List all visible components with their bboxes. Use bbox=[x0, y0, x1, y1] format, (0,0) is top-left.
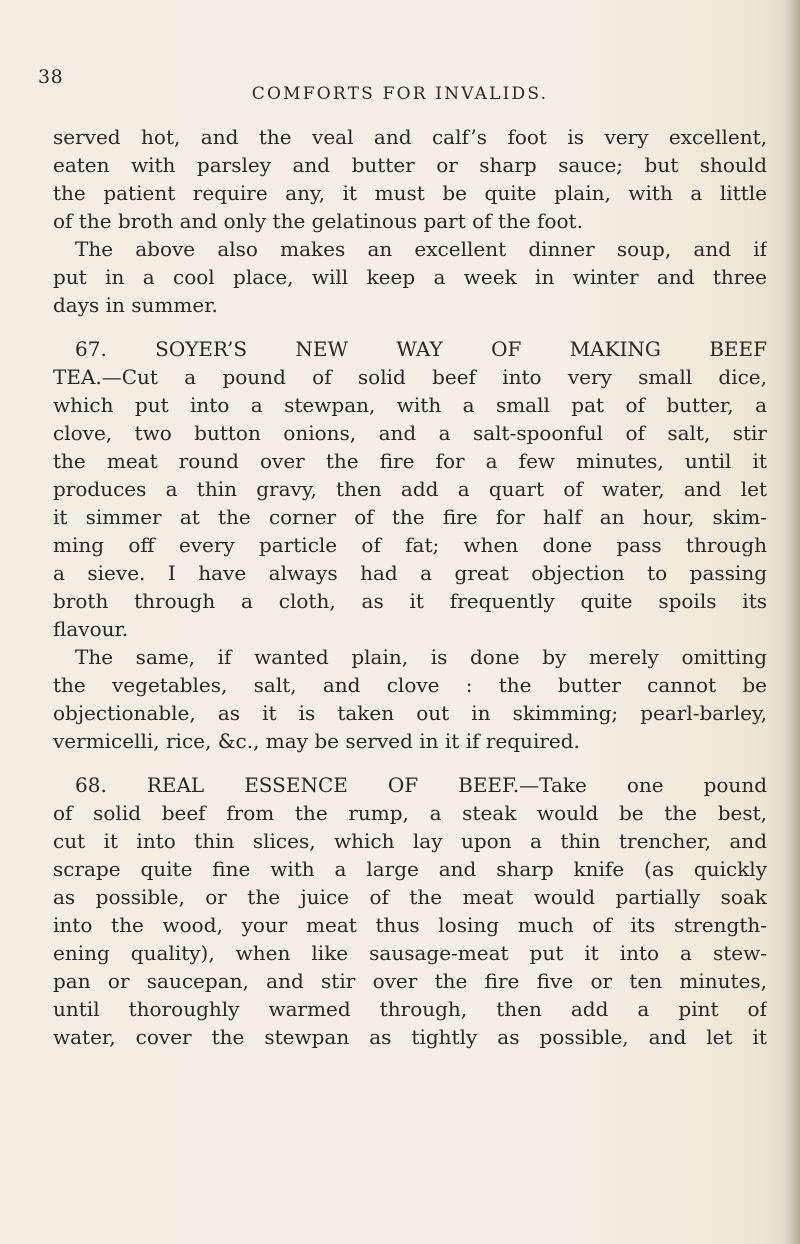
text-line: the patient require any, it must be quite plain, with a little bbox=[53, 181, 767, 205]
text-line: the meat round over the fire for a few minutes, until it bbox=[53, 449, 767, 473]
text-line: water, cover the stewpan as tightly as possible, and let it bbox=[53, 1025, 767, 1049]
page-edge-shadow bbox=[782, 0, 800, 1244]
text-line: of solid beef from the rump, a steak would be the best, bbox=[53, 801, 767, 825]
text-line: eaten with parsley and butter or sharp sauce; but should bbox=[53, 153, 767, 177]
text-line: the vegetables, salt, and clove : the butter cannot be bbox=[53, 673, 767, 697]
text-line: into the wood, your meat thus losing much of its strength- bbox=[53, 913, 767, 937]
text-line: cut it into thin slices, which lay upon a thin trencher, and bbox=[53, 829, 767, 853]
text-line: ening quality), when like sausage-meat put it into a stew- bbox=[53, 941, 767, 965]
text-line: scrape quite fine with a large and sharp knife (as quickly bbox=[53, 857, 767, 881]
text-line: until thoroughly warmed through, then add a pint of bbox=[53, 997, 767, 1021]
text-line: clove, two button onions, and a salt-spoonful of salt, stir bbox=[53, 421, 767, 445]
paragraph bbox=[53, 123, 767, 235]
recipe-heading-line: 68. REAL ESSENCE OF BEEF.—Take one pound bbox=[75, 773, 767, 797]
text-line: which put into a stewpan, with a small pat of butter, a bbox=[53, 393, 767, 417]
recipe-heading-line: 67. SOYER’S NEW WAY OF MAKING BEEF bbox=[75, 337, 767, 361]
text-line: ming off every particle of fat; when done pass through bbox=[53, 533, 767, 557]
text-line: TEA.—Cut a pound of solid beef into very small dice, bbox=[53, 365, 767, 389]
body-text bbox=[53, 123, 767, 1051]
text-line: produces a thin gravy, then add a quart of water, and let bbox=[53, 477, 767, 501]
running-head: COMFORTS FOR INVALIDS. bbox=[251, 84, 549, 104]
text-line: it simmer at the corner of the fire for half an hour, skim- bbox=[53, 505, 767, 529]
text-line: The above also makes an excellent dinner soup, and if bbox=[75, 237, 767, 261]
text-line: The same, if wanted plain, is done by merely omitting bbox=[75, 645, 767, 669]
paragraph bbox=[53, 235, 767, 319]
text-line: served hot, and the veal and calf’s foot is very excellent, bbox=[53, 125, 767, 149]
recipe-67 bbox=[53, 335, 767, 643]
text-line: a sieve. I have always had a great objection to passing bbox=[53, 561, 767, 585]
text-line: objectionable, as it is taken out in skimming; pearl-barley, bbox=[53, 701, 767, 725]
text-line: broth through a cloth, as it frequently quite spoils its bbox=[53, 589, 767, 613]
text-line: as possible, or the juice of the meat would partially soak bbox=[53, 885, 767, 909]
text-line: put in a cool place, will keep a week in winter and three bbox=[53, 265, 767, 289]
page-number: 38 bbox=[38, 66, 64, 88]
text-line: vermicelli, rice, &c., may be served in it if required. bbox=[53, 729, 580, 753]
recipe-68 bbox=[53, 771, 767, 1051]
text-line: pan or saucepan, and stir over the fire five or ten minutes, bbox=[53, 969, 767, 993]
text-line: of the broth and only the gelatinous part of the foot. bbox=[53, 209, 583, 233]
paragraph bbox=[53, 643, 767, 755]
text-line: flavour. bbox=[53, 617, 129, 641]
text-line: days in summer. bbox=[53, 293, 218, 317]
